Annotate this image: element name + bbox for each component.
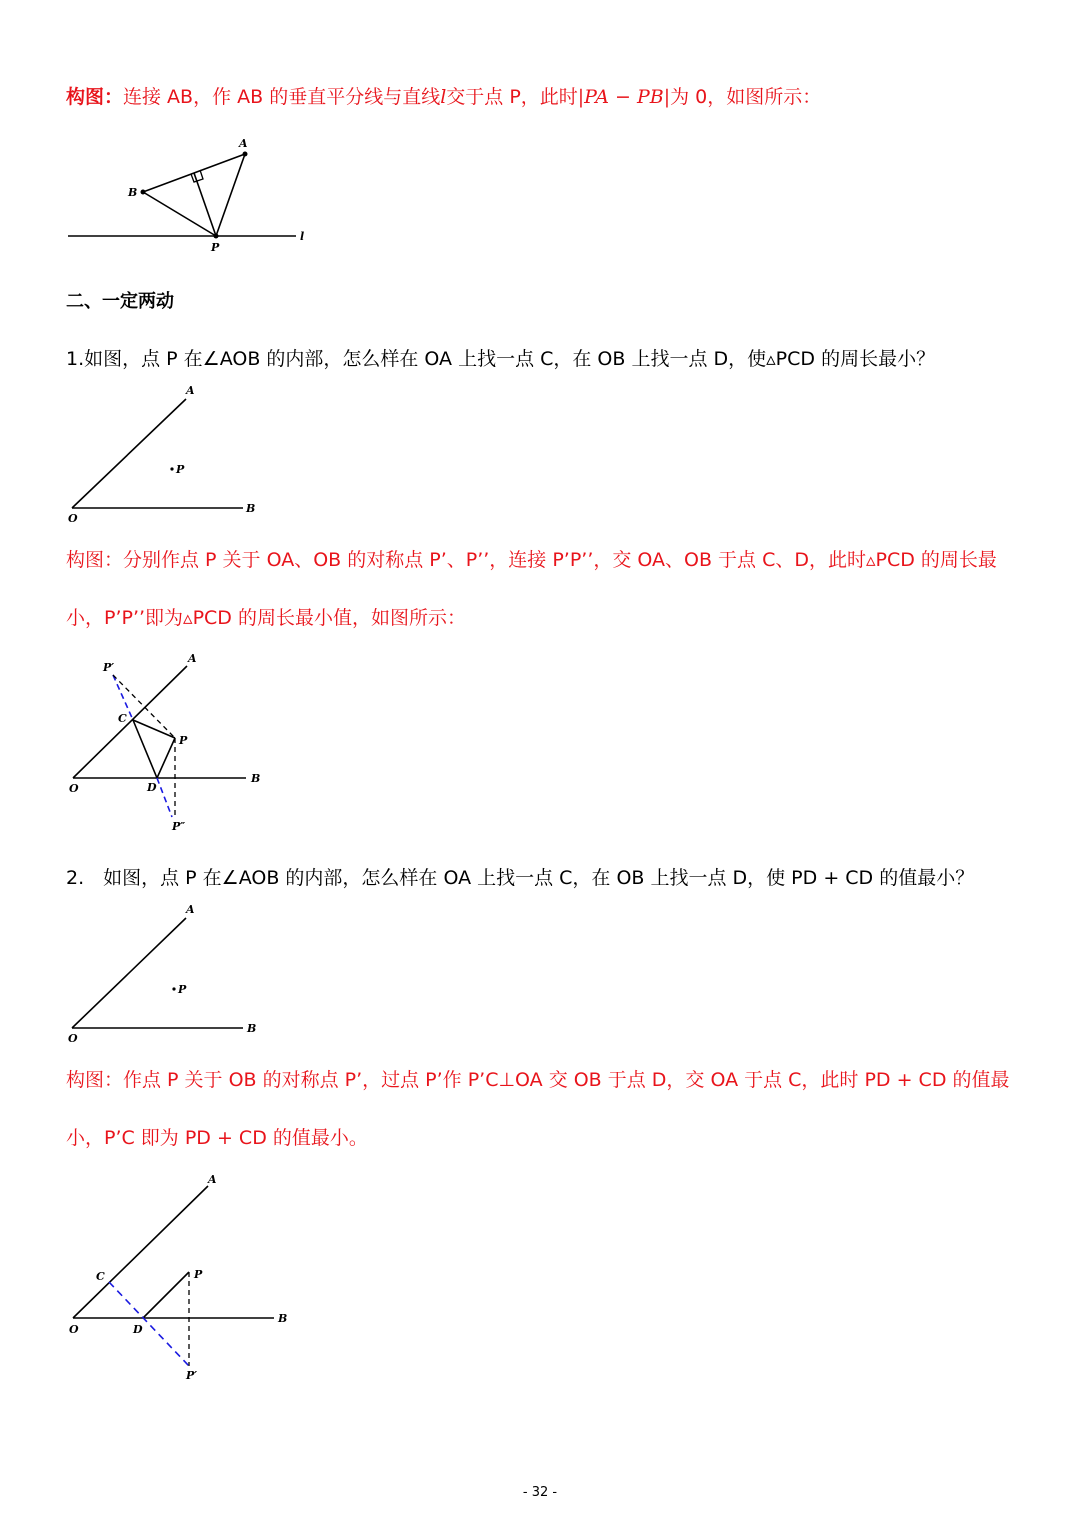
label-o: O bbox=[68, 512, 78, 525]
label-p: P bbox=[194, 1268, 203, 1281]
point-b bbox=[141, 190, 146, 195]
question-2 bbox=[66, 863, 974, 890]
segment-bp bbox=[143, 192, 216, 236]
label-p: P bbox=[179, 734, 188, 747]
label-o: O bbox=[69, 1323, 79, 1336]
question-2-number: 2. bbox=[66, 867, 85, 889]
perpendicular-bisector bbox=[194, 173, 216, 236]
page-number: - 32 - bbox=[522, 1485, 558, 1500]
label-d: D bbox=[147, 781, 157, 794]
ray-oa bbox=[73, 1186, 208, 1318]
segment-dp bbox=[143, 1272, 189, 1318]
label-a: A bbox=[188, 652, 197, 665]
construction-text-2-line-2: 小，P’P’’即为▵PCD 的周长最小值，如图所示： bbox=[66, 607, 466, 629]
label-l: l bbox=[300, 230, 305, 243]
construction-text-3-line-2: 小，P’C 即为 PD + CD 的值最小。 bbox=[66, 1127, 368, 1149]
construction-label: 构图： bbox=[66, 86, 124, 108]
point-p bbox=[214, 234, 219, 239]
text-mid: 交于点 P，此时 bbox=[446, 86, 578, 108]
label-p: P bbox=[178, 983, 187, 996]
label-b: B bbox=[251, 772, 261, 785]
label-p2: P″ bbox=[172, 820, 186, 833]
label-c: C bbox=[118, 712, 127, 725]
figure-angle-aob-1 bbox=[0, 380, 300, 530]
point-p bbox=[172, 987, 175, 990]
label-p1: P′ bbox=[186, 1369, 198, 1382]
question-2-text: 如图，点 P 在∠AOB 的内部，怎么样在 OA 上找一点 C，在 OB 上找一点 D，使 PD + CD 的值最小？ bbox=[103, 867, 975, 889]
label-d: D bbox=[133, 1323, 143, 1336]
ray-oa bbox=[72, 399, 186, 508]
ray-oa bbox=[72, 918, 186, 1028]
segment-ap bbox=[216, 154, 245, 236]
label-p: P bbox=[211, 241, 220, 254]
figure-angle-aob-2 bbox=[0, 900, 300, 1050]
label-b: B bbox=[128, 186, 138, 199]
segment-pd bbox=[157, 738, 175, 778]
figure-pd-cd-min bbox=[0, 1170, 320, 1385]
label-o: O bbox=[69, 782, 79, 795]
label-p: P bbox=[176, 463, 185, 476]
label-a: A bbox=[186, 903, 195, 916]
construction-text-1 bbox=[66, 82, 821, 109]
text-after: 为 0，如图所示： bbox=[670, 86, 822, 108]
label-a: A bbox=[239, 137, 248, 150]
formula-pa-pb: |PA − PB| bbox=[577, 86, 671, 108]
label-a: A bbox=[186, 384, 195, 397]
question-1: 1.如图，点 P 在∠AOB 的内部，怎么样在 OA 上找一点 C，在 OB 上找一点 D，使▵PCD 的周长最小？ bbox=[66, 348, 936, 370]
label-c: C bbox=[96, 1270, 105, 1283]
blue-dashed-d-p2 bbox=[157, 778, 172, 817]
construction-text-3-line-1: 构图：作点 P 关于 OB 的对称点 P’，过点 P’作 P’C⊥OA 交 OB 于点 D，交 OA 于点 C，此时 PD + CD 的值最 bbox=[66, 1069, 1010, 1091]
section-heading: 二、一定两动 bbox=[66, 291, 174, 312]
label-a: A bbox=[208, 1173, 217, 1186]
label-b: B bbox=[247, 1022, 257, 1035]
point-a bbox=[243, 152, 248, 157]
label-b: B bbox=[246, 502, 256, 515]
label-p1: P′ bbox=[103, 661, 115, 674]
var-l: l bbox=[440, 86, 447, 108]
figure-perpendicular-bisector bbox=[0, 130, 340, 260]
blue-dashed-c-p1 bbox=[109, 1282, 189, 1366]
text-before: 连接 AB，作 AB 的垂直平分线与直线 bbox=[123, 86, 441, 108]
label-o: O bbox=[68, 1032, 78, 1045]
label-b: B bbox=[278, 1312, 288, 1325]
point-p bbox=[170, 467, 173, 470]
figure-pcd-perimeter bbox=[0, 650, 300, 840]
ray-oa bbox=[73, 666, 187, 778]
construction-text-2-line-1: 构图：分别作点 P 关于 OA、OB 的对称点 P’、P’’，连接 P’P’’，交 OA、OB 于点 C、D，此时▵PCD 的周长最 bbox=[66, 549, 997, 571]
